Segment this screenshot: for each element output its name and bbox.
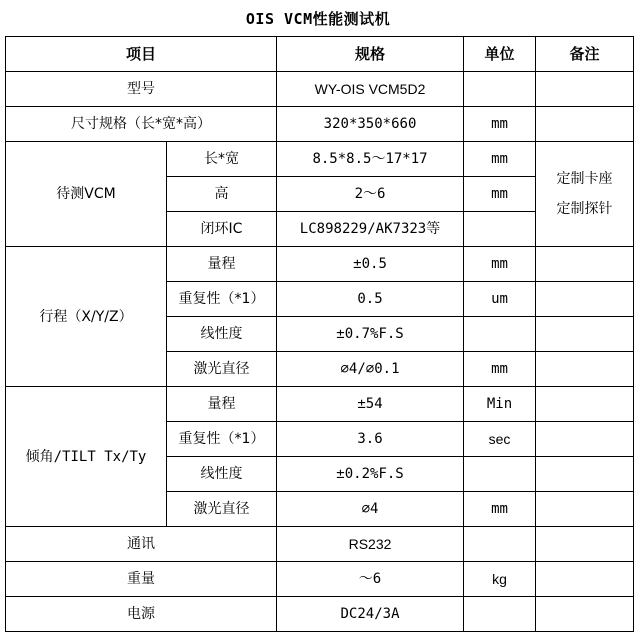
header-unit: 单位: [464, 37, 536, 72]
stroke-laser-spec: ∅4/∅0.1: [277, 352, 464, 387]
tilt-repeat-unit: sec: [464, 422, 536, 457]
stroke-linear-spec: ±0.7%F.S: [277, 317, 464, 352]
group-stroke-label: 行程（X/Y/Z）: [6, 247, 167, 387]
stroke-repeat-remark: [536, 282, 634, 317]
stroke-repeat-spec: 0.5: [277, 282, 464, 317]
table-row: [6, 107, 634, 142]
row-dimension-unit: mm: [464, 107, 536, 142]
tilt-repeat-spec: 3.6: [277, 422, 464, 457]
group-vcm-label: 待测VCM: [6, 142, 167, 247]
row-model-unit: [464, 72, 536, 107]
vcm-ic-unit: [464, 212, 536, 247]
row-model-remark: [536, 72, 634, 107]
stroke-range-spec: ±0.5: [277, 247, 464, 282]
row-model-spec: WY-OIS VCM5D2: [277, 72, 464, 107]
stroke-linear-remark: [536, 317, 634, 352]
row-power-spec: DC24/3A: [277, 597, 464, 632]
tilt-linear-label: 线性度: [167, 457, 277, 492]
spec-table: [5, 36, 634, 632]
row-comm-label: 通讯: [6, 527, 277, 562]
vcm-ic-label: 闭环IC: [167, 212, 277, 247]
row-comm-unit: [464, 527, 536, 562]
tilt-repeat-remark: [536, 422, 634, 457]
stroke-range-remark: [536, 247, 634, 282]
vcm-lw-spec: 8.5*8.5～17*17: [277, 142, 464, 177]
row-dimension-label: 尺寸规格（长*宽*高）: [6, 107, 277, 142]
tilt-laser-label: 激光直径: [167, 492, 277, 527]
table-row: [6, 527, 634, 562]
row-dimension-spec: 320*350*660: [277, 107, 464, 142]
tilt-range-remark: [536, 387, 634, 422]
tilt-linear-remark: [536, 457, 634, 492]
row-power-label: 电源: [6, 597, 277, 632]
table-row: [6, 597, 634, 632]
document-title: OIS VCM性能测试机: [245, 9, 391, 28]
table-row: [6, 142, 634, 177]
vcm-h-spec: 2～6: [277, 177, 464, 212]
table-row: [6, 72, 634, 107]
table-row: [6, 562, 634, 597]
stroke-laser-unit: mm: [464, 352, 536, 387]
row-dimension-remark: [536, 107, 634, 142]
tilt-laser-remark: [536, 492, 634, 527]
stroke-repeat-unit: um: [464, 282, 536, 317]
table-row: [6, 247, 634, 282]
vcm-lw-unit: mm: [464, 142, 536, 177]
row-weight-label: 重量: [6, 562, 277, 597]
row-model-label: 型号: [6, 72, 277, 107]
header-item: 项目: [6, 37, 277, 72]
row-comm-remark: [536, 527, 634, 562]
stroke-laser-remark: [536, 352, 634, 387]
tilt-range-spec: ±54: [277, 387, 464, 422]
header-remark: 备注: [536, 37, 634, 72]
group-tilt-label: 倾角/TILT Tx/Ty: [6, 387, 167, 527]
vcm-h-label: 高: [167, 177, 277, 212]
row-power-remark: [536, 597, 634, 632]
table-header-row: [6, 37, 634, 72]
tilt-laser-spec: ∅4: [277, 492, 464, 527]
tilt-linear-unit: [464, 457, 536, 492]
header-spec: 规格: [277, 37, 464, 72]
table-row: [6, 387, 634, 422]
vcm-h-unit: mm: [464, 177, 536, 212]
remark-line-fixture: 定制卡座: [556, 171, 613, 187]
tilt-range-label: 量程: [167, 387, 277, 422]
stroke-linear-unit: [464, 317, 536, 352]
stroke-range-label: 量程: [167, 247, 277, 282]
vcm-lw-label: 长*宽: [167, 142, 277, 177]
stroke-repeat-label: 重复性（*1）: [167, 282, 277, 317]
stroke-range-unit: mm: [464, 247, 536, 282]
row-power-unit: [464, 597, 536, 632]
row-weight-remark: [536, 562, 634, 597]
vcm-remark: [536, 142, 634, 247]
stroke-laser-label: 激光直径: [167, 352, 277, 387]
tilt-linear-spec: ±0.2%F.S: [277, 457, 464, 492]
remark-line-probe: 定制探针: [556, 201, 613, 217]
tilt-range-unit: Min: [464, 387, 536, 422]
stroke-linear-label: 线性度: [167, 317, 277, 352]
row-weight-unit: kg: [464, 562, 536, 597]
row-weight-spec: ～6: [277, 562, 464, 597]
row-comm-spec: RS232: [277, 527, 464, 562]
vcm-ic-spec: LC898229/AK7323等: [277, 212, 464, 247]
tilt-laser-unit: mm: [464, 492, 536, 527]
tilt-repeat-label: 重复性（*1）: [167, 422, 277, 457]
